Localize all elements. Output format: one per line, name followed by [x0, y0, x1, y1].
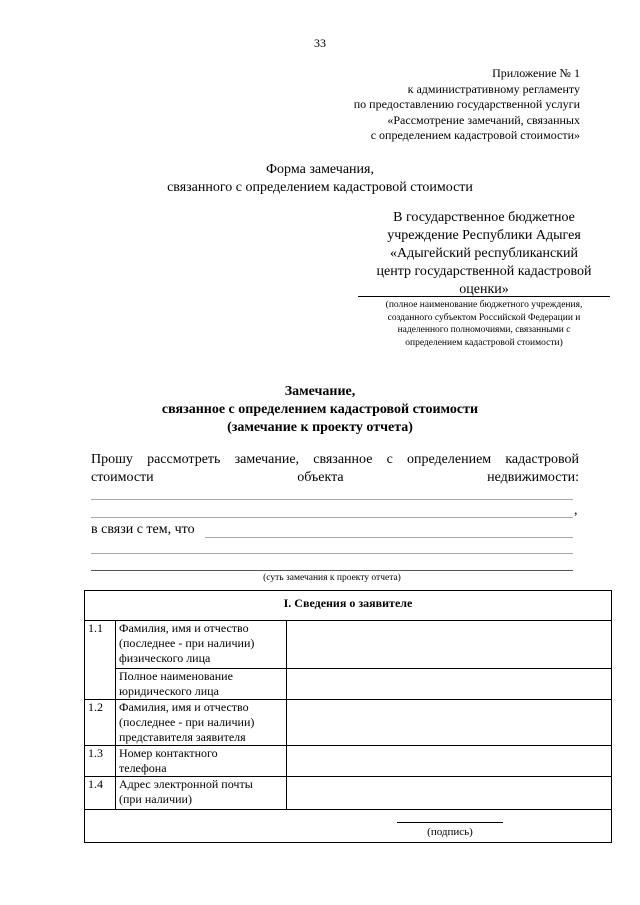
form-title-line: Форма замечания, — [266, 162, 374, 177]
document-title-line: Замечание, — [284, 384, 356, 399]
fill-line-object-1[interactable] — [91, 499, 573, 500]
row-number: 1.2 — [85, 700, 116, 746]
appendix-line: с определением кадастровой стоимости» — [370, 128, 580, 142]
row-number: 1.1 — [85, 621, 116, 700]
row-number: 1.3 — [85, 746, 116, 777]
in-connection-label: в связи с тем, что — [91, 522, 195, 537]
fill-line-reason-3[interactable] — [91, 570, 573, 571]
appendix-line: «Рассмотрение замечаний, связанных — [387, 112, 580, 127]
row-label-line: Номер контактного — [119, 746, 218, 760]
addressee-note-line: определением кадастровой стоимости) — [405, 337, 563, 348]
row-label-line: телефона — [119, 761, 167, 775]
addressee-note-line: наделенного полномочиями, связанными с — [397, 325, 571, 335]
appendix-line: Приложение № 1 — [492, 66, 580, 80]
row-number: 1.4 — [85, 777, 116, 810]
row-label — [116, 746, 287, 777]
addressee-line: учреждение Республики Адыгея — [387, 228, 581, 243]
addressee-line: центр государственной кадастровой — [376, 264, 592, 279]
addressee-note-line: созданного субъектом Российской Федерации и — [387, 312, 581, 323]
appendix-line: к административному регламенту — [407, 81, 580, 96]
row-label-line: юридического лица — [119, 684, 219, 698]
value-cell[interactable] — [287, 777, 612, 810]
document-title-line: (замечание к проекту отчета) — [227, 420, 413, 435]
value-cell[interactable] — [287, 621, 612, 669]
section-header: I. Сведения о заявителе — [85, 591, 612, 621]
row-label-line: физического лица — [119, 651, 211, 665]
addressee-line: «Адыгейский республиканский — [389, 246, 579, 261]
row-label — [116, 669, 287, 700]
row-label-line: представителя заявителя — [119, 730, 246, 744]
addressee-note — [360, 299, 608, 349]
appendix-line: по предоставлению государственной услуги — [353, 97, 580, 111]
row-label-line: Полное наименование — [119, 669, 233, 683]
value-cell[interactable] — [287, 700, 612, 746]
form-title — [0, 161, 640, 197]
row-label — [116, 621, 287, 669]
page-number: 33 — [314, 36, 326, 50]
essence-note: (суть замечания к проекту отчета) — [263, 573, 401, 583]
request-text: Прошу рассмотреть замечание, связанное с определением кадастровой стоимости объекта недвижимости: — [91, 452, 579, 485]
table-row — [85, 669, 612, 700]
signature-cell[interactable] — [85, 810, 612, 843]
addressee-line: оценки» — [459, 282, 509, 297]
row-label-line: Фамилия, имя и отчество — [119, 700, 249, 714]
signature-label: (подпись) — [427, 826, 473, 838]
table-row — [85, 746, 612, 777]
row-label-line: Адрес электронной почты — [119, 777, 253, 791]
document-title-line: связанное с определением кадастровой стоимости — [161, 402, 479, 417]
addressee-block — [358, 209, 610, 299]
table-row — [85, 700, 612, 746]
signature-line — [397, 822, 503, 823]
appendix-header — [354, 66, 580, 144]
addressee-underline — [358, 296, 610, 297]
row-label-line: (последнее - при наличии) — [119, 715, 255, 729]
row-label-line: Фамилия, имя и отчество — [119, 621, 249, 635]
document-title — [0, 383, 640, 437]
fill-line-reason-2[interactable] — [91, 553, 573, 554]
row-label — [116, 777, 287, 810]
row-label-line: (при наличии) — [119, 792, 192, 806]
addressee-line: В государственное бюджетное — [393, 210, 575, 225]
form-title-line: связанного с определением кадастровой стоимости — [167, 180, 473, 195]
table-row — [85, 777, 612, 810]
applicant-table — [84, 590, 612, 843]
value-cell[interactable] — [287, 669, 612, 700]
row-label-line: (последнее - при наличии) — [119, 636, 255, 650]
fill-line-object-2[interactable] — [91, 517, 573, 518]
row-label — [116, 700, 287, 746]
value-cell[interactable] — [287, 746, 612, 777]
addressee-note-line: (полное наименование бюджетного учреждения, — [385, 300, 583, 310]
comma: , — [574, 503, 578, 518]
fill-line-reason-1[interactable] — [205, 537, 573, 538]
table-row — [85, 621, 612, 669]
